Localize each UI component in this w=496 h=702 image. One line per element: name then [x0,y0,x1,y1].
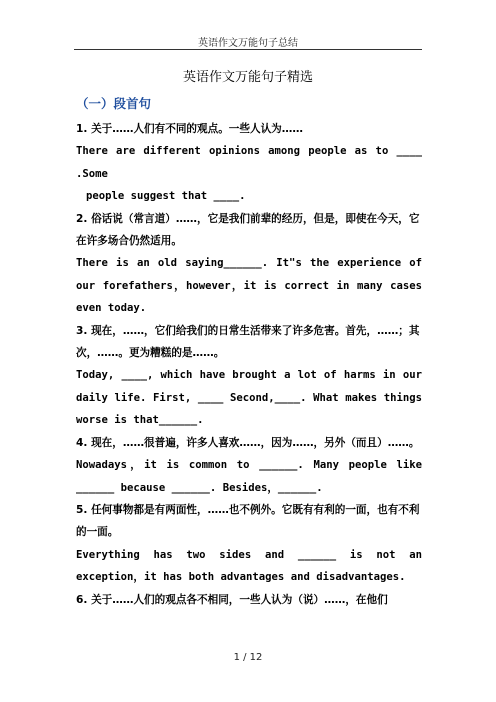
item-6-chinese: 6. 关于……人们的观点各不相同，一些人认为（说）……，在他们 [76,593,388,606]
page-title: 英语作文万能句子精选 [182,70,313,85]
item-5-english: Everything has two sides and ______ is not an exception，it has both advantages and disadvantages. [76,548,422,584]
item-1-english: There are different opinions among people as to ____ .Some [76,145,422,180]
content [76,118,422,611]
item-1-chinese: 1. 关于……人们有不同的观点。一些人认为…… [76,123,303,135]
item-1-english-cont: people suggest that ____. [86,190,246,203]
running-header: 英语作文万能句子总结 [198,38,298,49]
header-rule [74,49,422,50]
item-2-english: There is an old saying______. It"s the experience of our forefathers，however，it is correct in many cases even today. [76,257,422,315]
section-heading: （一）段首句 [76,96,152,111]
item-4-english: Nowadays，it is common to ______. Many people like ______ because ______. Besides，______. [76,459,422,494]
item-3-chinese: 3. 现在，……，它们给我们的日常生活带来了许多危害。首先，……；其次，……。更为糟糕的是……。 [76,324,420,360]
item-5-chinese: 5. 任何事物都是有两面性，……也不例外。它既有有利的一面，也有不利的一面。 [76,503,420,539]
item-2-chinese: 2. 俗话说（常言道）……，它是我们前辈的经历，但是，即使在今天，它在许多场合仍然适用。 [76,212,420,248]
item-4-chinese: 4. 现在，……很普遍，许多人喜欢……，因为……，另外（而且）……。 [76,436,420,449]
page-number: 1 / 12 [233,652,263,663]
item-3-english: Today, ____, which have brought a lot of harms in our daily life. First, ____ Second,____. What makes things worse is that______. [76,369,422,427]
